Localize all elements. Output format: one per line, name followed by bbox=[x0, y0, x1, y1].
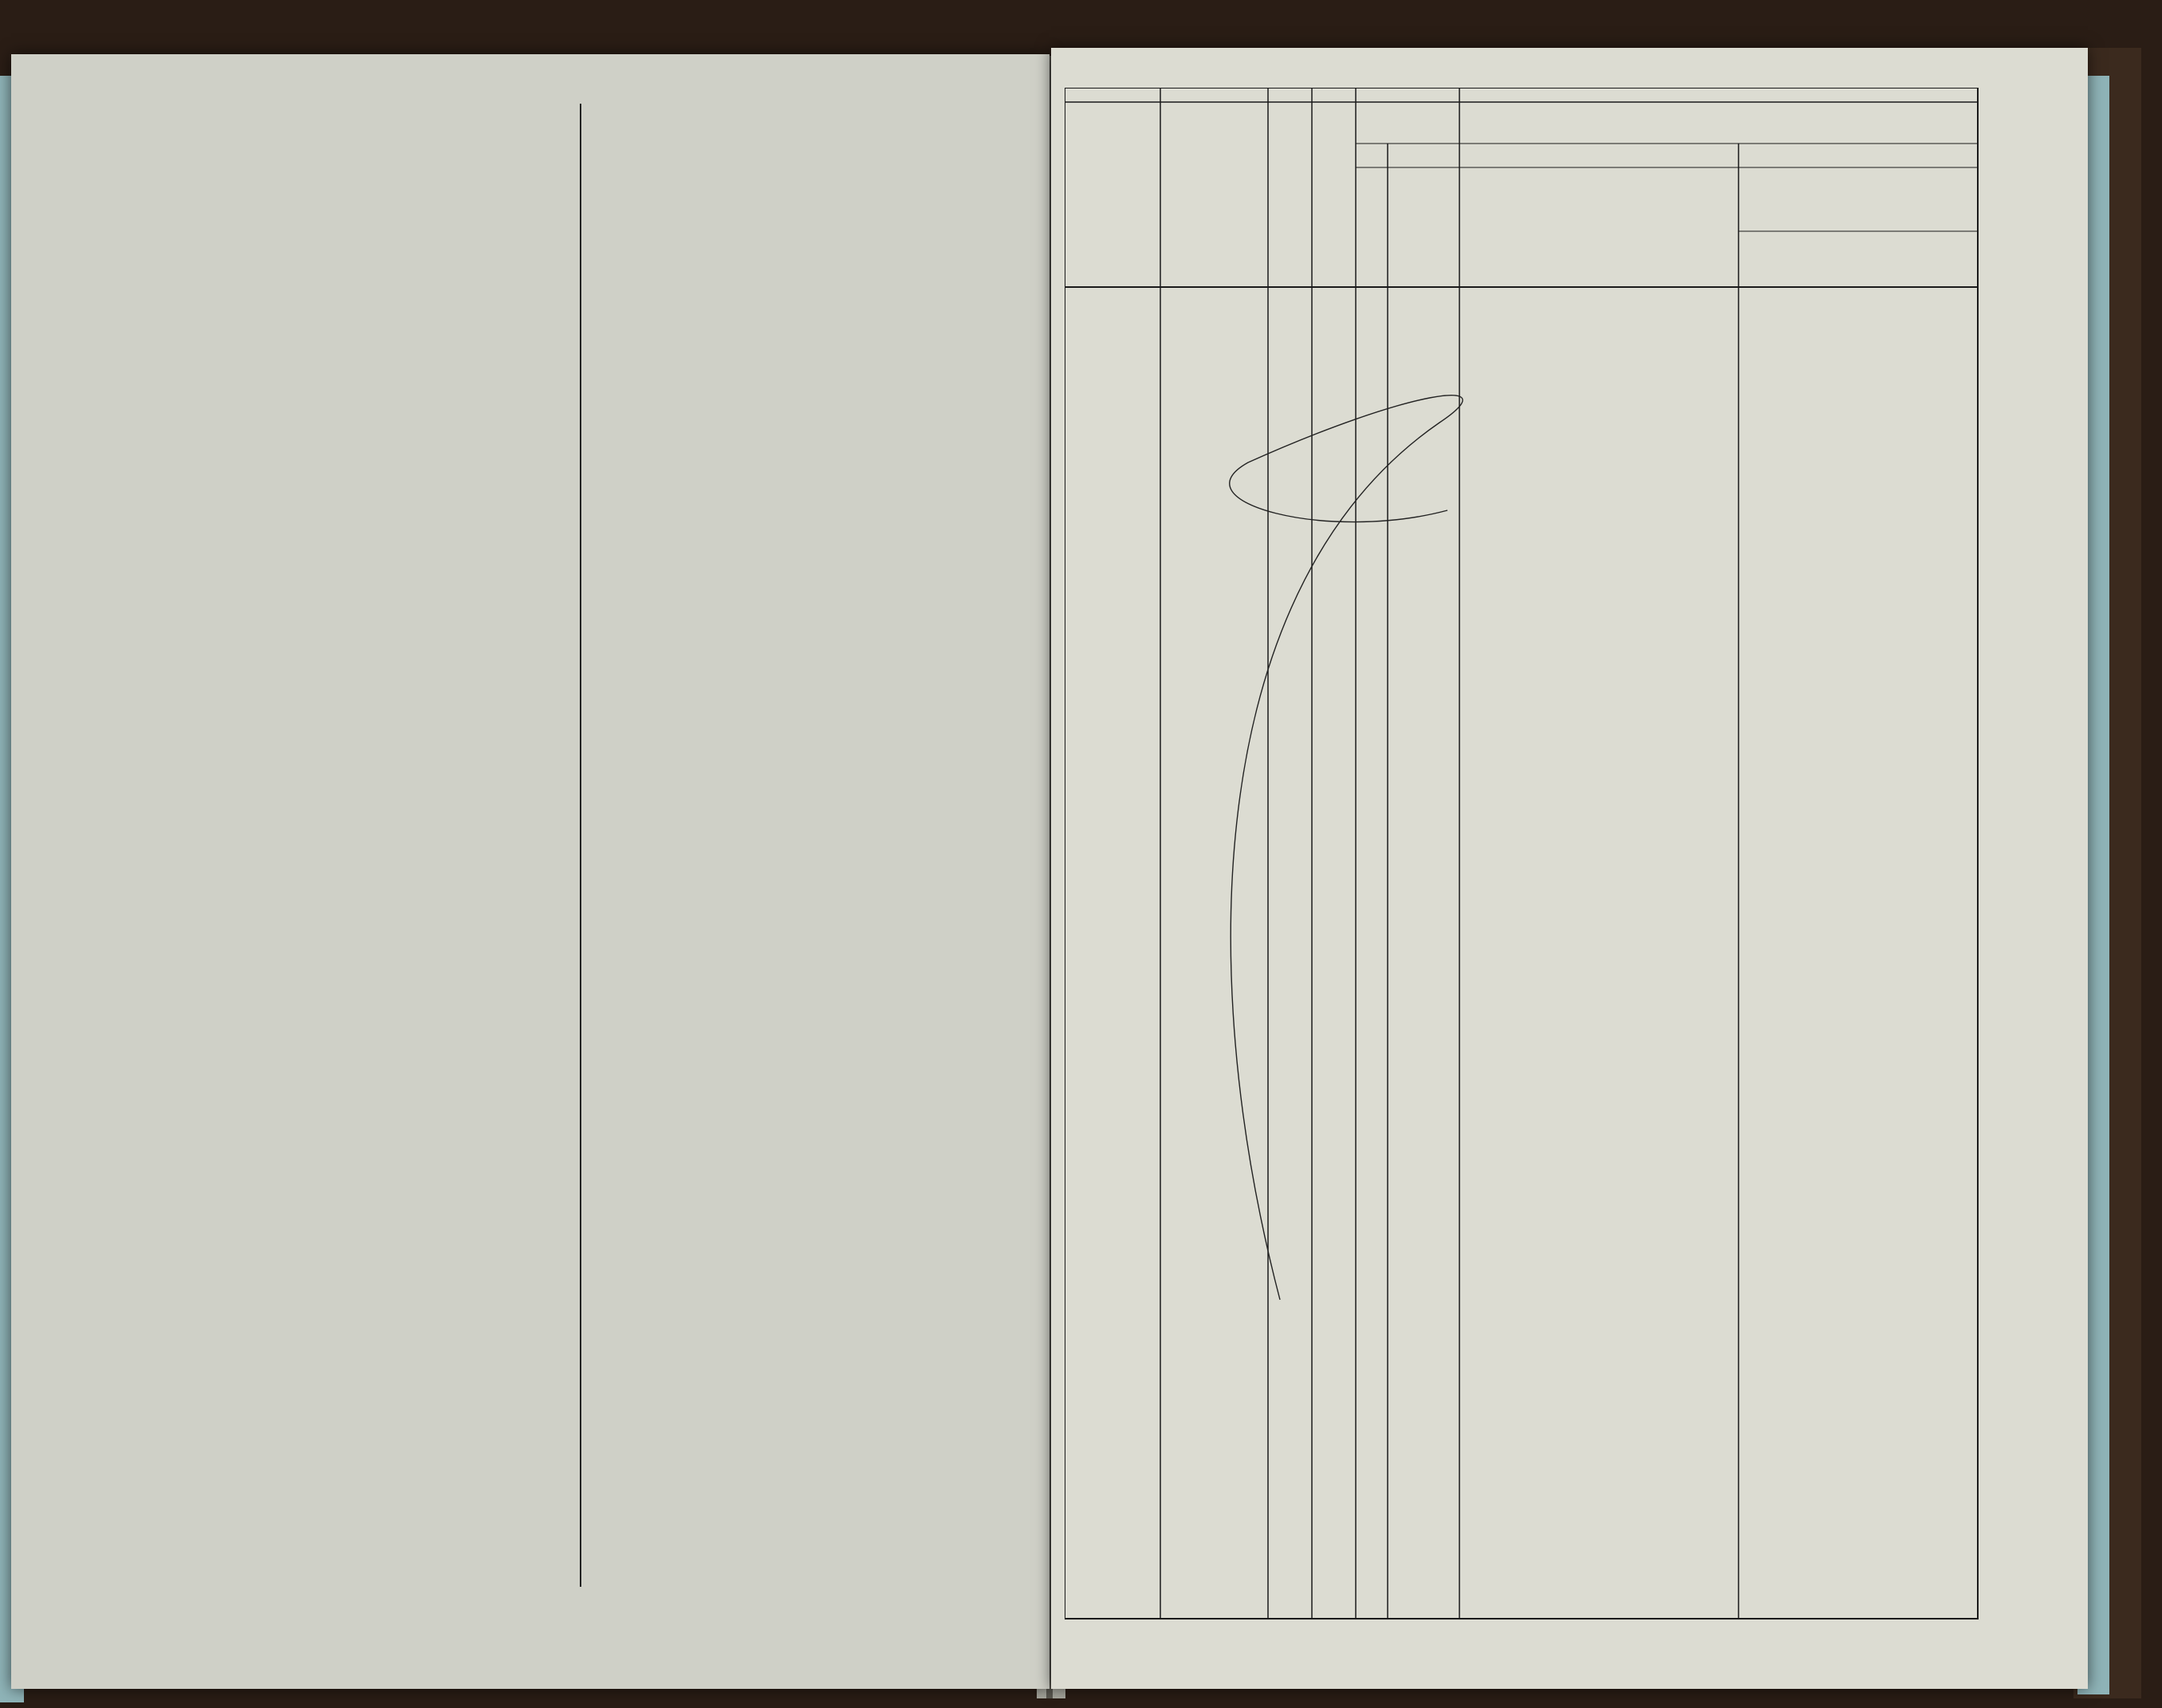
column-divider bbox=[578, 104, 583, 1587]
handwritten-scribble bbox=[1230, 396, 1463, 1300]
instructions-column-right bbox=[594, 102, 1031, 1577]
census-form-table bbox=[1065, 88, 1982, 1651]
instructions-column-left bbox=[136, 118, 566, 1577]
